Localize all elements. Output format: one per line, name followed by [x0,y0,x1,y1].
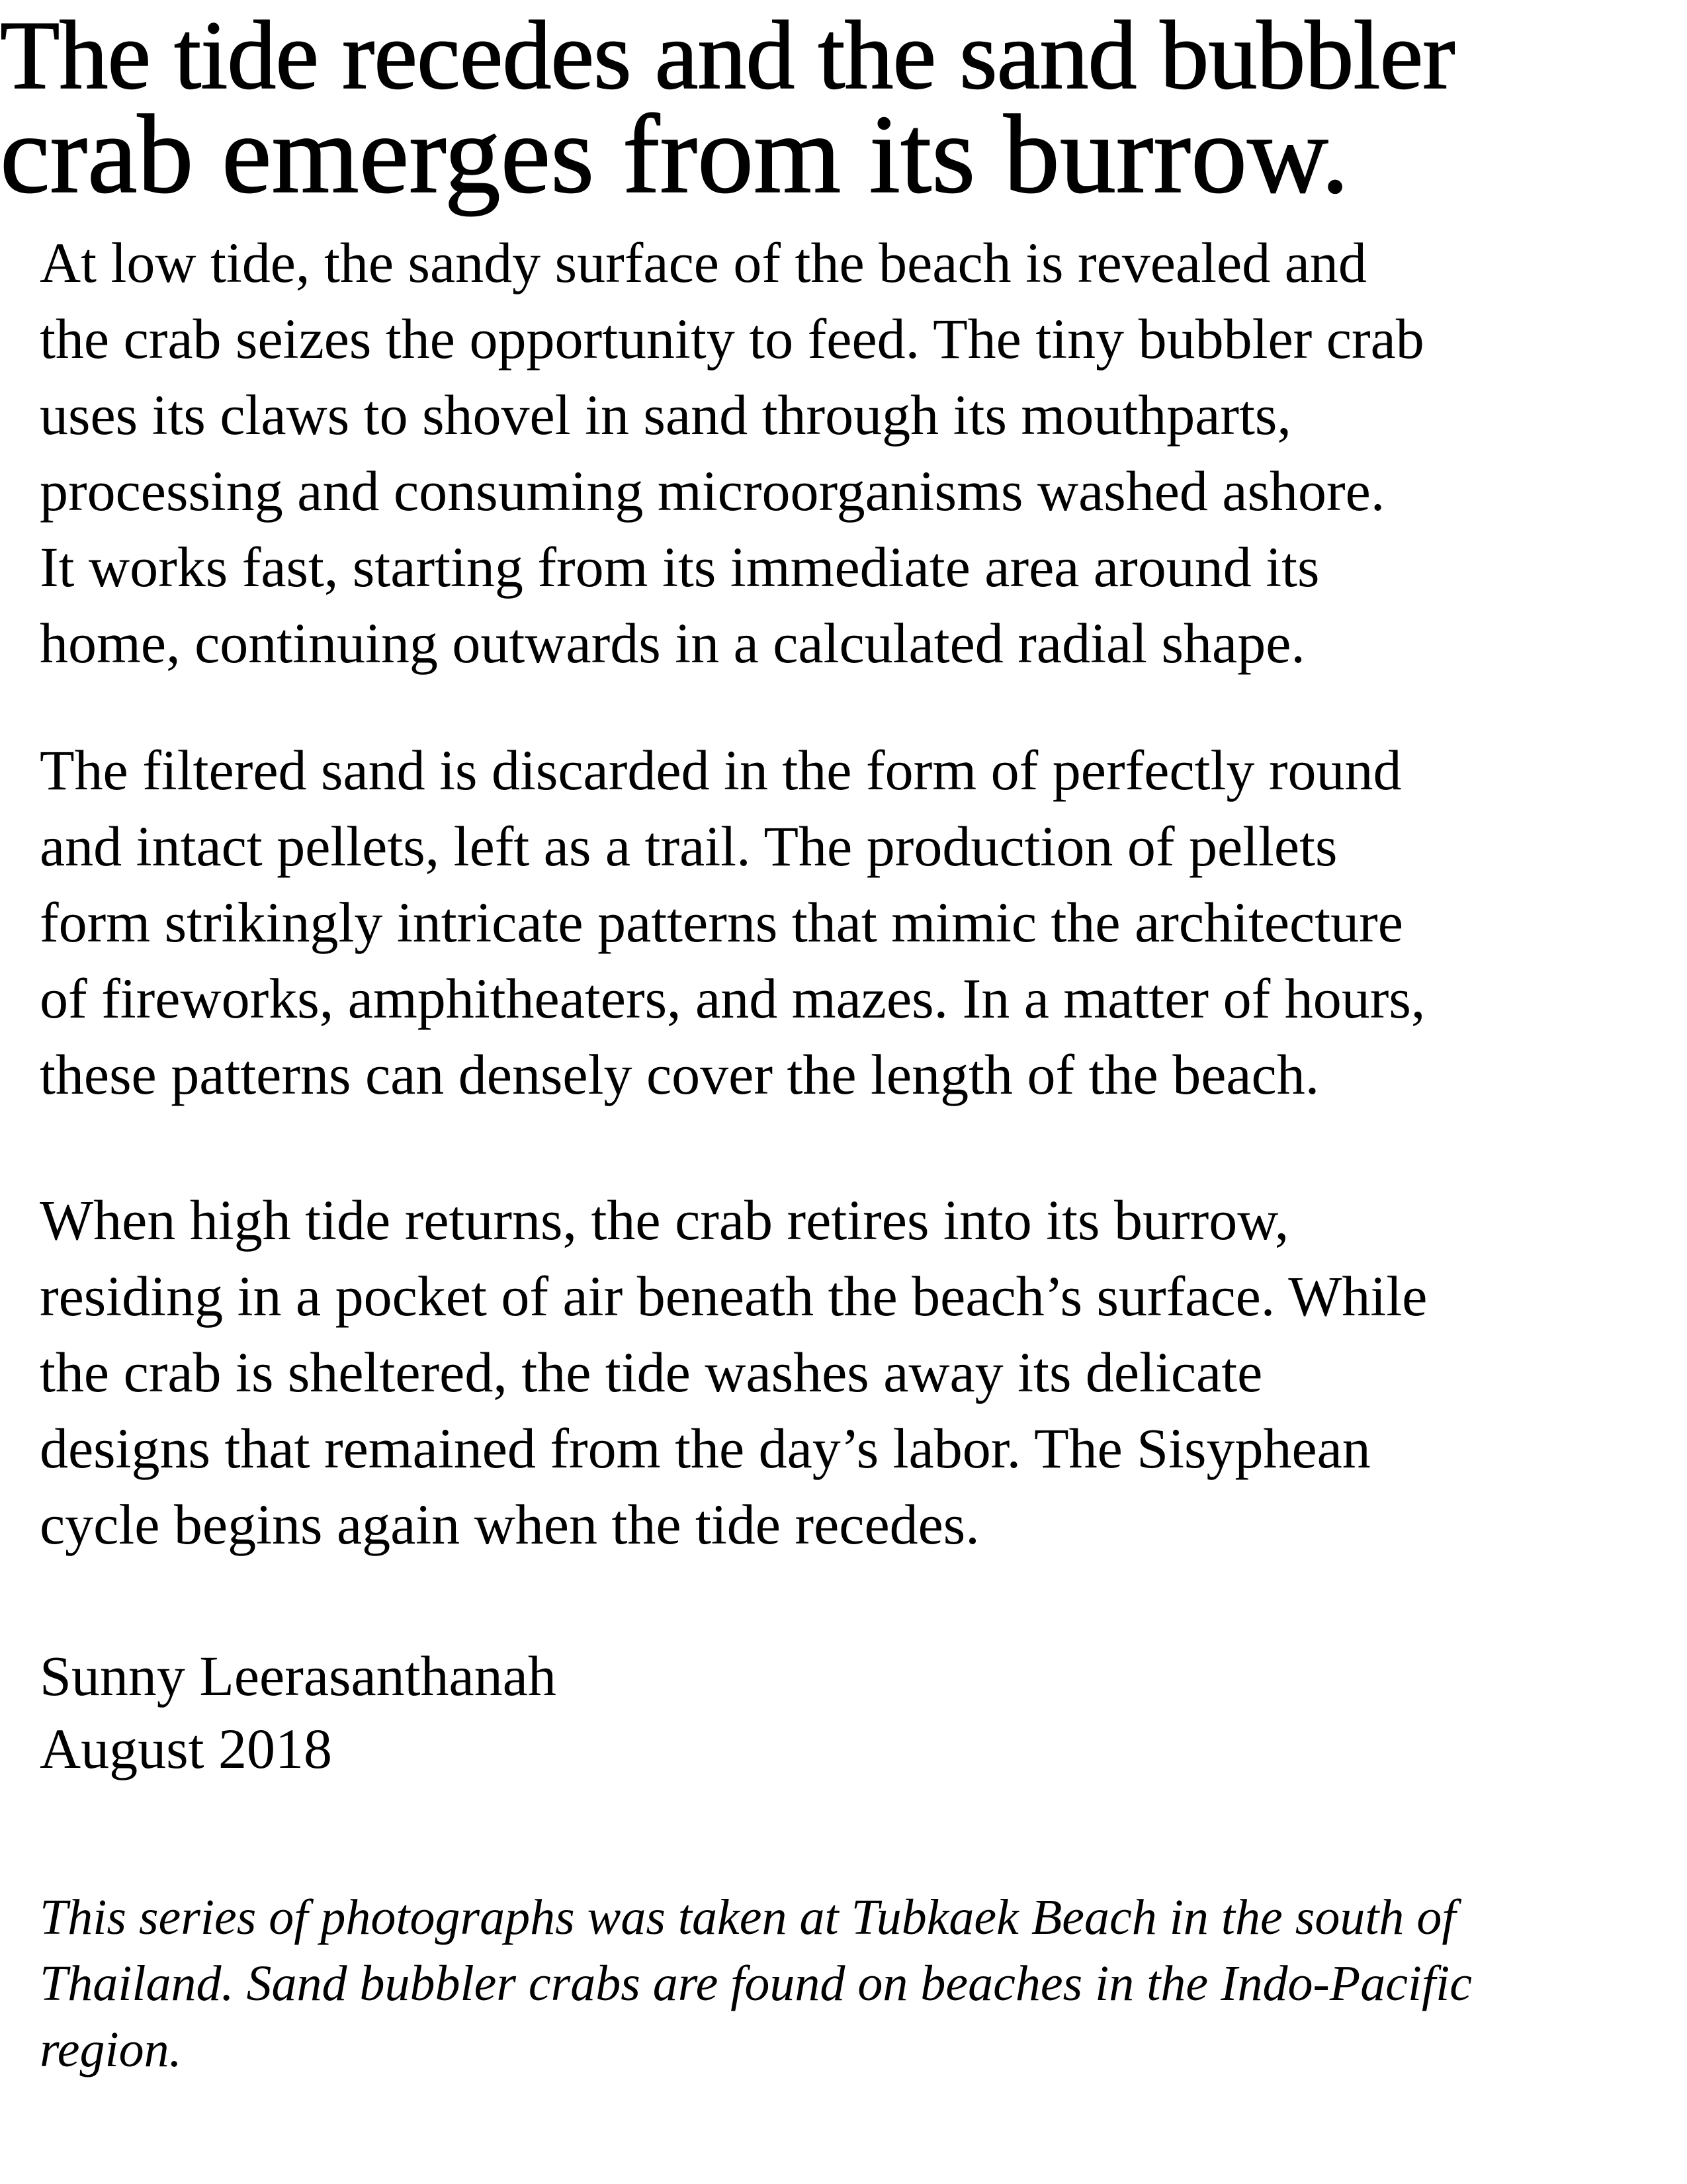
paragraph-line: form strikingly intricate patterns that mimic the architecture [40,891,1403,954]
paragraph-line: of fireworks, amphitheaters, and mazes. In a matter of hours, [40,967,1426,1030]
title-line-2: crab emerges from its burrow. [0,92,1350,216]
paragraph-line: and intact pellets, left as a trail. The production of pellets [40,814,1338,878]
paragraph-line: home, continuing outwards in a calculated radial shape. [40,611,1305,675]
publication-date: August 2018 [40,1717,332,1780]
note-line: Thailand. Sand bubbler crabs are found on beaches in the Indo-Pacific [40,1956,1472,2011]
note-line: region. [40,2022,182,2077]
photo-caption-note [40,1884,1667,2083]
paragraph-line: designs that remained from the day’s labor. The Sisyphean [40,1417,1371,1480]
paragraph-high-tide [40,1182,1667,1563]
paragraph-line: At low tide, the sandy surface of the beach is revealed and [40,231,1367,294]
paragraph-pellets [40,732,1667,1113]
note-line: This series of photographs was taken at Tubkaek Beach in the south of [40,1890,1456,1945]
paragraph-low-tide [40,225,1667,681]
page-title [0,1,1687,216]
paragraph-line: the crab seizes the opportunity to feed. The tiny bubbler crab [40,307,1424,371]
paragraph-line: the crab is sheltered, the tide washes away its delicate [40,1340,1263,1404]
paragraph-line: The filtered sand is discarded in the form of perfectly round [40,738,1402,802]
paragraph-line: processing and consuming microorganisms washed ashore. [40,459,1385,523]
paragraph-line: When high tide returns, the crab retires into its burrow, [40,1188,1289,1252]
title-line-1: The tide recedes and the sand bubbler [0,1,1455,110]
author-name: Sunny Leerasanthanah [40,1644,556,1708]
paragraph-line: residing in a pocket of air beneath the beach’s surface. While [40,1264,1428,1328]
paragraph-line: cycle begins again when the tide recedes. [40,1493,980,1556]
paragraph-line: these patterns can densely cover the length of the beach. [40,1043,1320,1106]
paragraph-line: uses its claws to shovel in sand through its mouthparts, [40,383,1291,447]
paragraph-line: It works fast, starting from its immediate area around its [40,535,1320,599]
